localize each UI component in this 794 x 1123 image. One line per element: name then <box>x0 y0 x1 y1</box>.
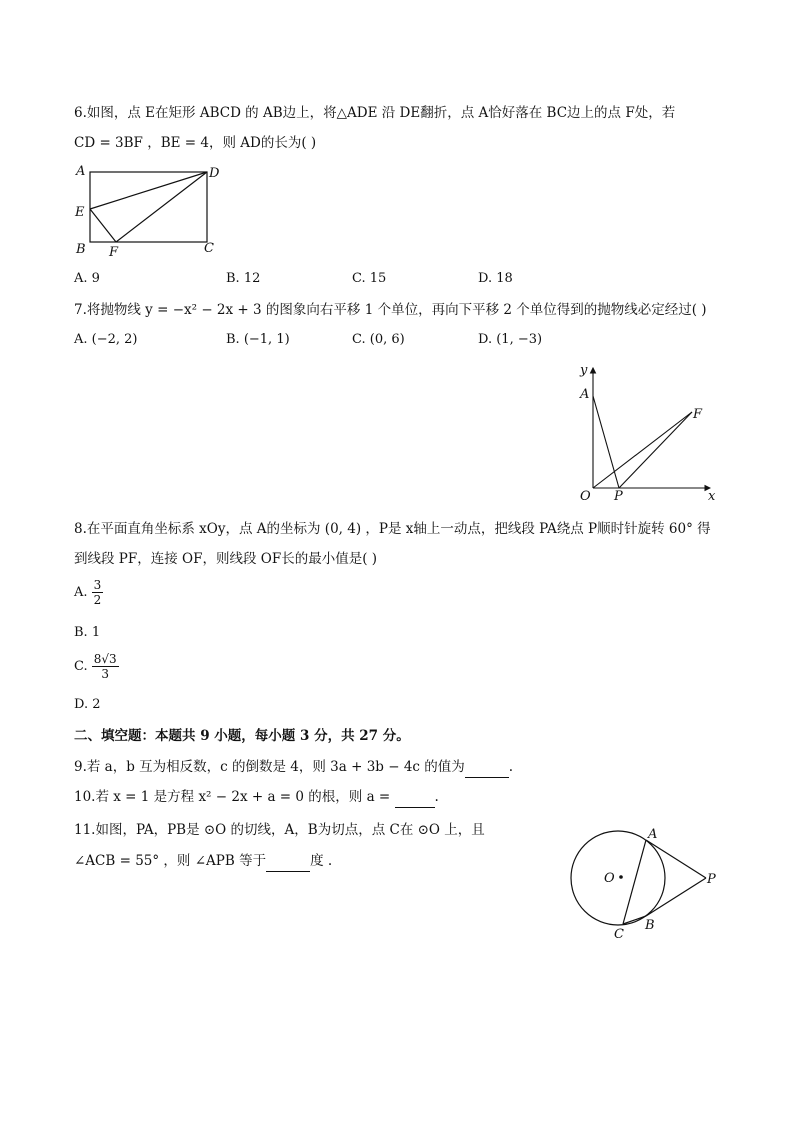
q11-end: 度 . <box>310 853 333 869</box>
q6-label-d: D <box>209 166 220 181</box>
q8-option-c-fraction <box>92 652 119 681</box>
q6-label-f: F <box>109 245 119 260</box>
q11-tangent-pb <box>646 878 706 916</box>
q6-option-c: C. 15 <box>352 271 387 286</box>
q8-option-a <box>74 578 103 607</box>
q9-text: 9.若 a，b 互为相反数，c 的倒数是 4，则 3a + 3b − 4c 的值为 <box>74 759 465 775</box>
section2-heading: 二、填空题：本题共 9 小题，每小题 3 分，共 27 分。 <box>74 728 410 744</box>
q8-coordinate-figure <box>572 360 724 505</box>
q11-chord-cb <box>623 916 646 924</box>
q9-line <box>74 757 513 778</box>
q11-answer-blank[interactable] <box>266 851 310 872</box>
q8-option-c-denominator: 3 <box>101 667 110 681</box>
q8-label-y: y <box>580 363 588 378</box>
q6-line2: CD = 3BF ，BE = 4，则 AD的长为( ) <box>74 135 317 151</box>
q11-tangent-pa <box>646 840 706 878</box>
q9-answer-blank[interactable] <box>465 757 509 778</box>
q6-segment-fd <box>116 172 207 242</box>
q8-option-c-prefix: C. <box>74 659 88 674</box>
q9-end: . <box>508 759 514 775</box>
q8-segment-ap <box>593 396 619 488</box>
q6-segment-ef <box>90 209 116 242</box>
q6-label-a: A <box>76 164 86 179</box>
q7-option-b: B. (−1, 1) <box>226 332 290 347</box>
q11-line1: 11.如图，PA，PB是 ⊙O 的切线，A，B为切点，点 C在 ⊙O 上，且 <box>74 822 485 838</box>
q8-option-c-numerator: 8√3 <box>93 652 117 666</box>
q10-end: . <box>434 789 439 805</box>
q7-option-a: A. (−2, 2) <box>74 332 138 347</box>
q6-label-c: C <box>204 241 214 256</box>
q10-line <box>74 787 439 808</box>
q8-label-o: O <box>580 489 591 504</box>
q11-label-a: A <box>648 827 658 842</box>
q11-circle-o <box>571 831 665 925</box>
q8-line1: 8.在平面直角坐标系 xOy，点 A的坐标为 (0, 4) ，P是 x轴上一动点，把线段 PA绕点 P顺时针旋转 60° 得 <box>74 521 711 537</box>
q11-label-b: B <box>645 918 655 933</box>
q10-text: 10.若 x = 1 是方程 x² − 2x + a = 0 的根，则 a = <box>74 789 391 805</box>
q8-label-a: A <box>580 387 590 402</box>
q8-option-d: D. 2 <box>74 697 101 712</box>
q11-circle-figure <box>560 812 730 947</box>
q8-label-f: F <box>693 407 703 422</box>
q8-segment-pf <box>619 412 692 488</box>
q7-line1: 7.将抛物线 y = −x² − 2x + 3 的图象向右平移 1 个单位，再向下平移 2 个单位得到的抛物线必定经过( ) <box>74 302 707 318</box>
q11-text: ∠ACB = 55° ，则 ∠APB 等于 <box>74 853 267 869</box>
q7-option-d: D. (1, −3) <box>478 332 543 347</box>
q6-rectangle-figure <box>68 160 228 260</box>
q8-option-a-denominator: 2 <box>93 593 102 607</box>
q6-option-a: A. 9 <box>74 271 100 286</box>
q11-label-c: C <box>614 927 624 942</box>
q8-line2: 到线段 PF，连接 OF，则线段 OF长的最小值是( ) <box>74 551 378 567</box>
q6-label-b: B <box>76 242 86 257</box>
q6-option-d: D. 18 <box>478 271 513 286</box>
q11-line2 <box>74 851 332 872</box>
q11-chord-ac <box>623 840 646 924</box>
q6-line1: 6.如图，点 E在矩形 ABCD 的 AB边上，将△ADE 沿 DE翻折，点 A恰好落在 BC边上的点 F处，若 <box>74 105 676 121</box>
q11-label-o: O <box>604 871 615 886</box>
q6-option-b: B. 12 <box>226 271 261 286</box>
q7-option-c: C. (0, 6) <box>352 332 405 347</box>
q8-label-p: P <box>614 489 623 504</box>
q8-option-b: B. 1 <box>74 625 101 640</box>
q8-option-a-fraction <box>92 578 104 607</box>
q11-center-dot <box>619 875 623 879</box>
q8-option-a-numerator: 3 <box>93 578 102 592</box>
q8-option-a-prefix: A. <box>74 585 88 600</box>
q8-label-x: x <box>708 489 716 504</box>
q6-segment-ed <box>90 172 207 209</box>
q10-answer-blank[interactable] <box>395 787 435 808</box>
q11-label-p: P <box>707 872 716 887</box>
q6-label-e: E <box>75 205 85 220</box>
q8-option-c <box>74 652 119 681</box>
